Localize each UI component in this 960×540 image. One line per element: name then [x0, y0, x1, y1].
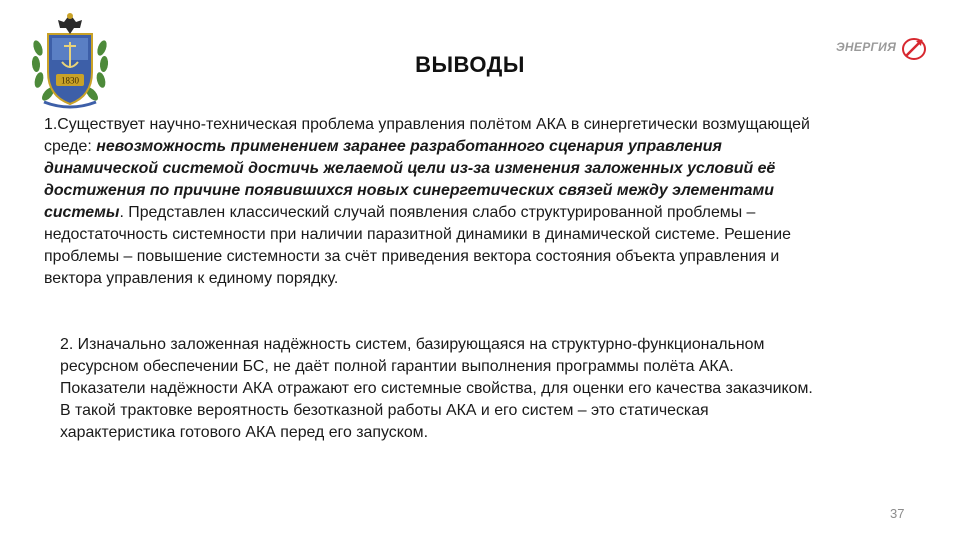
energia-logo — [836, 30, 928, 64]
rocket-orbit-icon — [900, 34, 928, 62]
paragraph-1-emphasis: невозможность применением заранее разработанного сценария управления динамической системой достичь желаемой цели из-за изменения заложенных условий её достижения по причине появившихся новых синергетических связей между элементами системы — [44, 138, 776, 221]
conclusion-paragraph-2: 2. Изначально заложенная надёжность систем, базирующаяся на структурно-функциональном ресурсном обеспечении БС, не даёт полной гарантии выполнения программы полёта АКА. Показатели надёжности АКА отражают его системные свойства, для оценки его качества заказчиком. В такой трактовке вероятность безотказной работы АКА и его систем – это статическая характеристика готового АКА перед его запуском. — [60, 336, 813, 441]
conclusion-paragraph-1 — [44, 114, 822, 290]
emblem-year: 1830 — [61, 75, 79, 86]
page-title: ВЫВОДЫ — [415, 52, 525, 77]
page-number: 37 — [890, 506, 905, 521]
paragraph-1-lead: 1.Существует научно-техническая проблема управления полётом АКА в синергетически возмущающей среде: — [44, 116, 810, 155]
brand-name: ЭНЕРГИЯ — [836, 40, 897, 54]
paragraph-1-rest: . Представлен классический случай появления слабо структурированной проблемы – недостаточность системности при наличии паразитной динамики в динамической системе. Решение проблемы – повышение системности за счёт приведения вектора состояния объекта управления и вектора управления к единому порядку. — [44, 204, 791, 287]
